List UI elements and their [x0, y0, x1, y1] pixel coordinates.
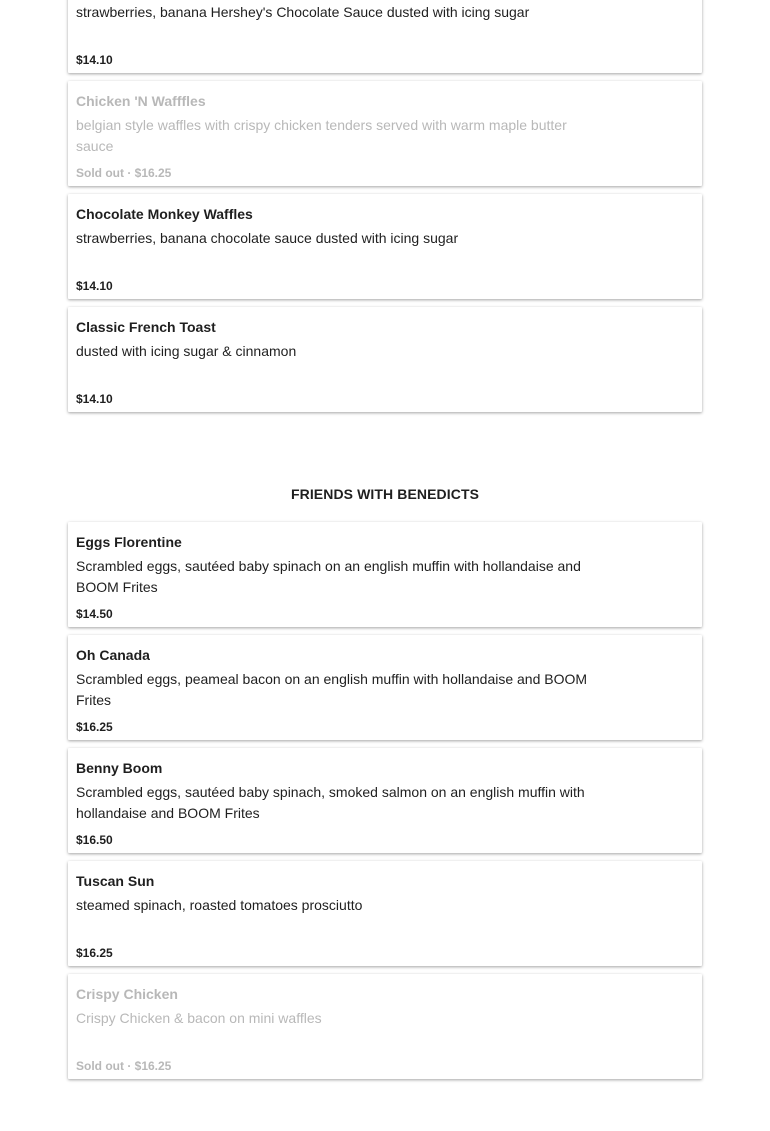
menu-item-card-sold-out[interactable]: [68, 974, 702, 1079]
menu-item-description: strawberries, banana Hershey's Chocolate Sauce dusted with icing sugar: [76, 4, 530, 20]
menu-item-card[interactable]: [68, 861, 702, 966]
menu-item-price: $16.25: [76, 946, 113, 960]
menu-item-price: Sold out · $16.25: [76, 1059, 172, 1073]
menu-item-description: Scrambled eggs, sautéed baby spinach, smoked salmon on an english muffin with hollandaise and BOOM Frites: [76, 784, 585, 821]
menu-item-card[interactable]: [68, 194, 702, 299]
menu-item-description: dusted with icing sugar & cinnamon: [76, 343, 297, 359]
menu-item-name: Oh Canada: [76, 647, 150, 663]
menu-item-description: steamed spinach, roasted tomatoes prosciutto: [76, 897, 363, 913]
menu-item-name: Eggs Florentine: [76, 534, 182, 550]
menu-item-name: Benny Boom: [76, 760, 163, 776]
menu-item-card[interactable]: [68, 748, 702, 853]
menu-item-name: Chocolate Monkey Waffles: [76, 206, 253, 222]
menu-item-card[interactable]: [68, 307, 702, 412]
menu-item-name: Crispy Chicken: [76, 986, 178, 1002]
menu-item-card[interactable]: [68, 635, 702, 740]
menu-item-price: $16.50: [76, 833, 113, 847]
menu-item-name: Chicken 'N Wafffles: [76, 93, 206, 109]
menu-item-card[interactable]: [68, 0, 702, 73]
menu-item-price: $14.50: [76, 607, 113, 621]
menu-item-price: $14.10: [76, 53, 113, 67]
menu-item-price: $14.10: [76, 392, 113, 406]
menu-item-card-sold-out[interactable]: [68, 81, 702, 186]
menu-item-description: Crispy Chicken & bacon on mini waffles: [76, 1010, 322, 1026]
menu-item-name: Tuscan Sun: [76, 873, 155, 889]
menu-item-description: Scrambled eggs, sautéed baby spinach on an english muffin with hollandaise and BOOM Frites: [76, 558, 581, 595]
menu-item-description: belgian style waffles with crispy chicken tenders served with warm maple butter sauce: [76, 117, 567, 154]
menu-item-price: $14.10: [76, 279, 113, 293]
menu-item-price: $16.25: [76, 720, 113, 734]
menu-item-description: Scrambled eggs, peameal bacon on an english muffin with hollandaise and BOOM Frites: [76, 671, 588, 708]
section-heading-benedicts: FRIENDS WITH BENEDICTS: [290, 486, 480, 502]
menu-item-card[interactable]: [68, 522, 702, 627]
menu-item-description: strawberries, banana chocolate sauce dusted with icing sugar: [76, 230, 459, 246]
menu-item-name: Classic French Toast: [76, 319, 216, 335]
menu-item-price: Sold out · $16.25: [76, 166, 172, 180]
